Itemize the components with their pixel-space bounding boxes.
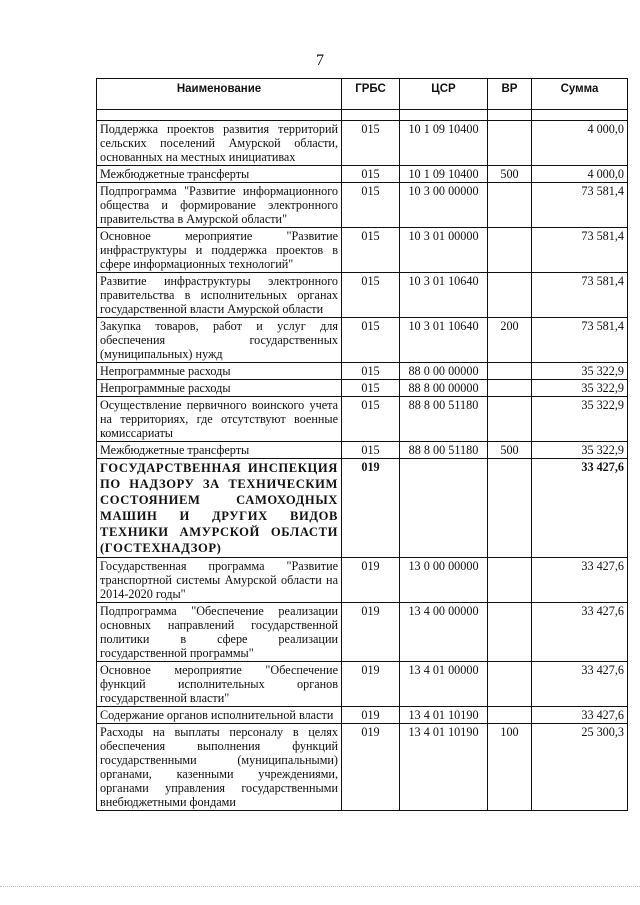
cell-sum: 25 300,3 bbox=[532, 724, 628, 811]
cell-grbs: 019 bbox=[342, 558, 400, 603]
cell-name: Расходы на выплаты персоналу в целях обеспечения выполнения функций государственными (муниципальными) органами, казенными учреждениями, органами управления государственными внебюджетными фондами bbox=[97, 724, 342, 811]
spacer-row bbox=[97, 110, 628, 121]
table-row bbox=[97, 662, 628, 707]
cell-csr: 10 1 09 10400 bbox=[400, 166, 488, 183]
cell-grbs: 019 bbox=[342, 603, 400, 662]
cell-grbs: 015 bbox=[342, 273, 400, 318]
cell-vr: 500 bbox=[488, 442, 532, 459]
cell-name: Содержание органов исполнительной власти bbox=[97, 707, 342, 724]
cell-vr bbox=[488, 662, 532, 707]
cell-sum: 4 000,0 bbox=[532, 121, 628, 166]
column-header-sum: Сумма bbox=[532, 79, 628, 110]
cell-name: Подпрограмма "Обеспечение реализации основных направлений государственной политики в сфере реализации государственной программы" bbox=[97, 603, 342, 662]
cell-sum: 73 581,4 bbox=[532, 273, 628, 318]
table-row bbox=[97, 166, 628, 183]
cell-name: Межбюджетные трансферты bbox=[97, 166, 342, 183]
cell-vr bbox=[488, 707, 532, 724]
cell-vr bbox=[488, 459, 532, 558]
page-bottom-edge bbox=[0, 886, 640, 887]
column-header-grbs: ГРБС bbox=[342, 79, 400, 110]
cell-vr bbox=[488, 183, 532, 228]
table-row bbox=[97, 724, 628, 811]
column-header-name: Наименование bbox=[97, 79, 342, 110]
cell-name: Непрограммные расходы bbox=[97, 380, 342, 397]
cell-name: Развитие инфраструктуры электронного правительства в исполнительных органах государственной власти Амурской области bbox=[97, 273, 342, 318]
cell-grbs: 015 bbox=[342, 380, 400, 397]
table-row bbox=[97, 228, 628, 273]
table-row bbox=[97, 603, 628, 662]
cell-csr: 10 1 09 10400 bbox=[400, 121, 488, 166]
cell-sum: 4 000,0 bbox=[532, 166, 628, 183]
cell-csr: 10 3 01 10640 bbox=[400, 318, 488, 363]
cell-sum: 33 427,6 bbox=[532, 707, 628, 724]
cell-grbs: 015 bbox=[342, 318, 400, 363]
budget-table bbox=[96, 78, 628, 811]
cell-csr: 10 3 00 00000 bbox=[400, 183, 488, 228]
cell-vr: 200 bbox=[488, 318, 532, 363]
cell-sum: 35 322,9 bbox=[532, 380, 628, 397]
cell-name: Подпрограмма "Развитие информационного общества и формирование электронного правительства в Амурской области" bbox=[97, 183, 342, 228]
cell-sum: 33 427,6 bbox=[532, 662, 628, 707]
cell-csr: 88 0 00 00000 bbox=[400, 363, 488, 380]
cell-name: Непрограммные расходы bbox=[97, 363, 342, 380]
cell-csr: 10 3 01 00000 bbox=[400, 228, 488, 273]
cell-grbs: 019 bbox=[342, 459, 400, 558]
cell-name: Основное мероприятие "Обеспечение функций исполнительных органов государственной власти" bbox=[97, 662, 342, 707]
cell-csr: 13 4 00 00000 bbox=[400, 603, 488, 662]
cell-sum: 35 322,9 bbox=[532, 397, 628, 442]
table-row bbox=[97, 121, 628, 166]
cell-csr: 13 4 01 10190 bbox=[400, 724, 488, 811]
cell-csr: 10 3 01 10640 bbox=[400, 273, 488, 318]
cell-vr bbox=[488, 228, 532, 273]
cell-grbs: 015 bbox=[342, 442, 400, 459]
table-row bbox=[97, 363, 628, 380]
table-row bbox=[97, 183, 628, 228]
cell-csr bbox=[400, 459, 488, 558]
cell-sum: 33 427,6 bbox=[532, 459, 628, 558]
cell-csr: 88 8 00 51180 bbox=[400, 442, 488, 459]
cell-sum: 73 581,4 bbox=[532, 318, 628, 363]
cell-name: Государственная программа "Развитие транспортной системы Амурской области на 2014-2020 годы" bbox=[97, 558, 342, 603]
cell-name: Межбюджетные трансферты bbox=[97, 442, 342, 459]
table-header-row bbox=[97, 79, 628, 110]
column-header-vr: ВР bbox=[488, 79, 532, 110]
cell-vr bbox=[488, 273, 532, 318]
cell-grbs: 019 bbox=[342, 662, 400, 707]
cell-grbs: 019 bbox=[342, 724, 400, 811]
table-row bbox=[97, 442, 628, 459]
table-row bbox=[97, 558, 628, 603]
cell-name: Поддержка проектов развития территорий сельских поселений Амурской области, основанных на местных инициативах bbox=[97, 121, 342, 166]
table-row bbox=[97, 380, 628, 397]
cell-vr bbox=[488, 380, 532, 397]
cell-vr: 100 bbox=[488, 724, 532, 811]
cell-grbs: 015 bbox=[342, 121, 400, 166]
cell-sum: 33 427,6 bbox=[532, 603, 628, 662]
cell-sum: 33 427,6 bbox=[532, 558, 628, 603]
cell-vr bbox=[488, 558, 532, 603]
cell-csr: 13 0 00 00000 bbox=[400, 558, 488, 603]
cell-vr bbox=[488, 363, 532, 380]
cell-grbs: 015 bbox=[342, 397, 400, 442]
table-row bbox=[97, 273, 628, 318]
column-header-csr: ЦСР bbox=[400, 79, 488, 110]
cell-csr: 13 4 01 00000 bbox=[400, 662, 488, 707]
cell-grbs: 015 bbox=[342, 183, 400, 228]
cell-vr bbox=[488, 603, 532, 662]
cell-vr bbox=[488, 121, 532, 166]
cell-name: Основное мероприятие "Развитие инфраструктуры и поддержка проектов в сфере информационных технологий" bbox=[97, 228, 342, 273]
cell-name: Осуществление первичного воинского учета на территориях, где отсутствуют военные комиссариаты bbox=[97, 397, 342, 442]
cell-grbs: 015 bbox=[342, 166, 400, 183]
cell-vr: 500 bbox=[488, 166, 532, 183]
cell-sum: 35 322,9 bbox=[532, 442, 628, 459]
table-row bbox=[97, 707, 628, 724]
table-row bbox=[97, 397, 628, 442]
page-number: 7 bbox=[316, 52, 324, 69]
table-row bbox=[97, 318, 628, 363]
cell-name: Закупка товаров, работ и услуг для обеспечения государственных (муниципальных) нужд bbox=[97, 318, 342, 363]
cell-grbs: 015 bbox=[342, 363, 400, 380]
cell-sum: 35 322,9 bbox=[532, 363, 628, 380]
cell-csr: 88 8 00 51180 bbox=[400, 397, 488, 442]
cell-sum: 73 581,4 bbox=[532, 183, 628, 228]
cell-grbs: 019 bbox=[342, 707, 400, 724]
cell-grbs: 015 bbox=[342, 228, 400, 273]
cell-name: ГОСУДАРСТВЕННАЯ ИНСПЕКЦИЯ ПО НАДЗОРУ ЗА ТЕХНИЧЕСКИМ СОСТОЯНИЕМ САМОХОДНЫХ МАШИН И ДРУГИХ ВИДОВ ТЕХНИКИ АМУРСКОЙ ОБЛАСТИ (ГОСТЕХНАДЗОР) bbox=[97, 459, 342, 558]
cell-csr: 13 4 01 10190 bbox=[400, 707, 488, 724]
cell-csr: 88 8 00 00000 bbox=[400, 380, 488, 397]
cell-sum: 73 581,4 bbox=[532, 228, 628, 273]
cell-vr bbox=[488, 397, 532, 442]
table-row bbox=[97, 459, 628, 558]
